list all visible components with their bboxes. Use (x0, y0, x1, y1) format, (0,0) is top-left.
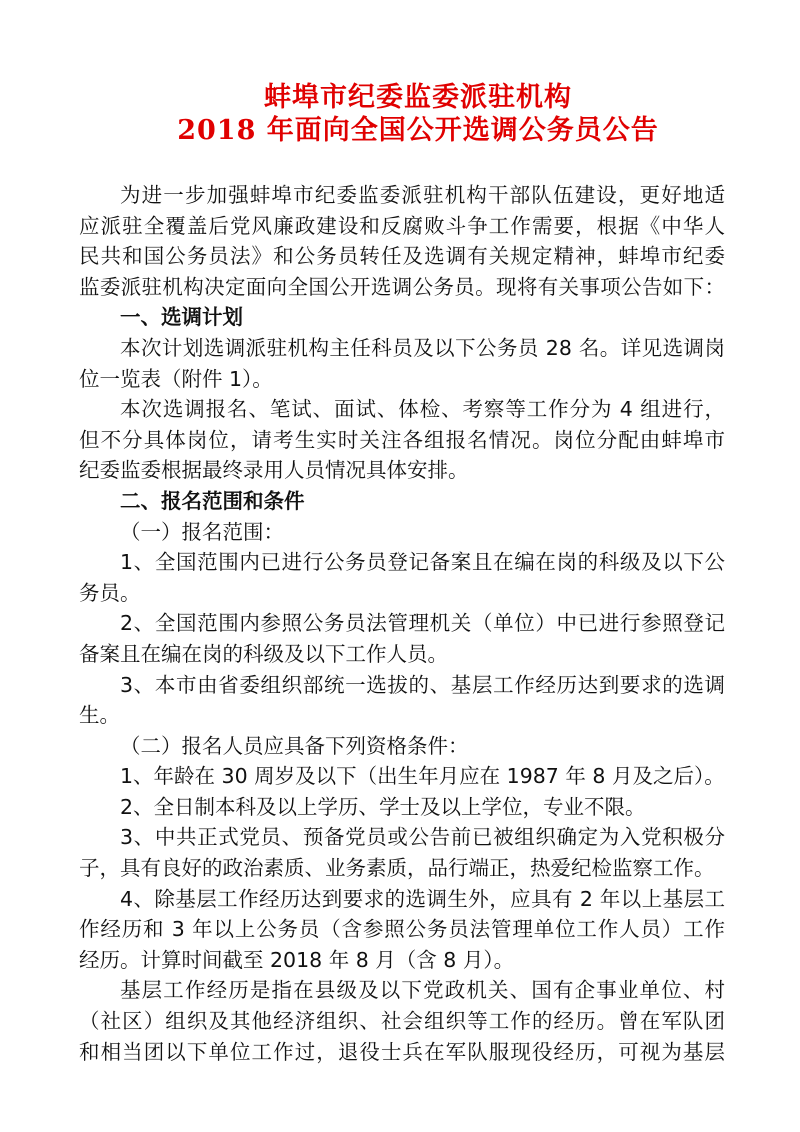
paragraph-line: 位一览表（附件 1）。 (79, 366, 273, 391)
document-body (79, 180, 725, 1067)
paragraph-line: 和相当团以下单位工作过，退役士兵在军队服现役经历，可视为基层 (79, 1039, 725, 1064)
paragraph-line: 生。 (79, 703, 120, 728)
section-heading: 二、报名范围和条件 (120, 488, 305, 513)
paragraph-line: 纪委监委根据最终录用人员情况具体安排。 (79, 458, 469, 483)
subsection-heading: （一）报名范围： (120, 519, 284, 544)
paragraph-line: 本次选调报名、笔试、面试、体检、考察等工作分为 4 组进行， (120, 397, 725, 422)
paragraph-line: 务员。 (79, 580, 141, 605)
paragraph-line: 应派驻全覆盖后党风廉政建设和反腐败斗争工作需要，根据《中华人 (79, 213, 725, 238)
document-title-line-2: 2018 年面向全国公开选调公务员公告 (177, 115, 659, 146)
paragraph-line: 本次计划选调派驻机构主任科员及以下公务员 28 名。详见选调岗 (120, 335, 725, 360)
paragraph-line: 1、年龄在 30 周岁及以下（出生年月应在 1987 年 8 月及之后）。 (120, 764, 725, 789)
subsection-heading: （二）报名人员应具备下列资格条件： (120, 733, 469, 758)
paragraph-line: 经历。计算时间截至 2018 年 8 月（含 8 月）。 (79, 947, 515, 972)
paragraph-line: 基层工作经历是指在县级及以下党政机关、国有企事业单位、村 (120, 978, 725, 1003)
paragraph-line: 为进一步加强蚌埠市纪委监委派驻机构干部队伍建设，更好地适 (120, 183, 725, 207)
paragraph-line: 民共和国公务员法》和公务员转任及选调有关规定精神，蚌埠市纪委 (79, 244, 725, 269)
section-heading: 一、选调计划 (120, 305, 243, 330)
paragraph-line: 1、全国范围内已进行公务员登记备案且在编在岗的科级及以下公 (120, 550, 725, 575)
paragraph-line: 4、除基层工作经历达到要求的选调生外，应具有 2 年以上基层工 (120, 886, 725, 911)
paragraph-line: 3、本市由省委组织部统一选拔的、基层工作经历达到要求的选调 (120, 672, 725, 697)
paragraph-line: 2、全国范围内参照公务员法管理机关（单位）中已进行参照登记 (120, 611, 725, 636)
document-title-line-1: 蚌埠市纪委监委派驻机构 (264, 82, 572, 113)
paragraph-line: 监委派驻机构决定面向全国公开选调公务员。现将有关事项公告如下： (79, 274, 725, 299)
paragraph-line: 3、中共正式党员、预备党员或公告前已被组织确定为入党积极分 (120, 825, 725, 850)
paragraph-line: （社区）组织及其他经济组织、社会组织等工作的经历。曾在军队团 (79, 1009, 725, 1034)
paragraph-line: 作经历和 3 年以上公务员（含参照公务员法管理单位工作人员）工作 (79, 917, 725, 942)
paragraph-line: 2、全日制本科及以上学历、学士及以上学位，专业不限。 (120, 794, 646, 819)
paragraph-line: 子，具有良好的政治素质、业务素质，品行端正，热爱纪检监察工作。 (79, 856, 715, 881)
paragraph-line: 但不分具体岗位，请考生实时关注各组报名情况。岗位分配由蚌埠市 (79, 427, 725, 452)
paragraph-line: 备案且在编在岗的科级及以下工作人员。 (79, 641, 448, 666)
